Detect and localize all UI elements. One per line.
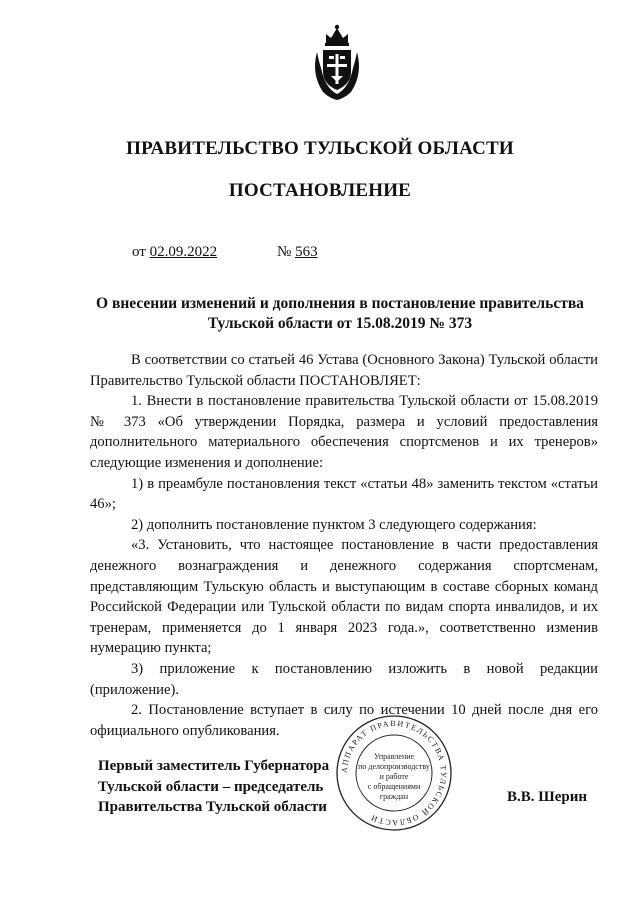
stamp-line: по делопроизводству [358,762,430,771]
document-body [90,350,598,741]
document-type-title: ПОСТАНОВЛЕНИЕ [228,180,412,201]
stamp-line: граждан [379,792,409,801]
signatory-name: В.В. Шерин [507,789,588,805]
document-number [277,244,318,261]
stamp-line: с обращениями [367,782,421,791]
stamp-ring-text: АППАРАТ ПРАВИТЕЛЬСТВА ТУЛЬСКОЙ ОБЛАСТИ [339,718,449,828]
signature-position-line: Тульской области – председатель [98,778,324,795]
paragraph: 2) дополнить постановление пунктом 3 следующего содержания: [131,516,537,533]
paragraph: 2. Постановление вступает в силу по истечении 10 дней после дня его официального опубликования. [90,702,598,739]
number-value: 563 [295,244,318,260]
document-subject: О внесении изменений и дополнения в постановление правительства Тульской области от 15.08.2019 № 373 [96,295,584,332]
stamp-line: и работе [379,772,409,781]
signature-position-line: Правительства Тульской области [98,799,327,815]
date-value: 02.09.2022 [149,244,218,260]
signature-position-line: Первый заместитель Губернатора [98,758,330,774]
date-prefix: от [132,244,150,260]
signature-block [98,756,329,818]
paragraph: В соответствии со статьей 46 Устава (Основного Закона) Тульской области Правительство Тульской области ПОСТАНОВЛЯЕТ: [90,352,598,389]
paragraph: 3) приложение к постановлению изложить в новой редакции (приложение). [90,660,598,698]
paragraph: 1) в преамбуле постановления текст «статьи 48» заменить текстом «статьи 46»; [90,475,598,513]
paragraph: «3. Установить, что настоящее постановление в части предоставления денежного вознаграждения и денежного содержания спортсменам, представляющим Тульскую область и выступающим в составе сборных команд Российской Федерации или Тульской области по видам спорта инвалидов, и их тренерам, применяется до 1 января 2023 года.», соответственно изменив нумерацию пункта; [90,537,598,657]
organization-title: ПРАВИТЕЛЬСТВО ТУЛЬСКОЙ ОБЛАСТИ [126,138,514,159]
tula-coat-of-arms-icon [309,22,365,104]
number-prefix: № [277,244,296,260]
paragraph: 1. Внести в постановление правительства Тульской области от 15.08.2019 № 373 «Об утверждении Порядка, размера и условий предоставления дополнительного материального обеспечения спортсменов и их тренеров» следующие изменения и дополнение: [90,393,598,471]
stamp-center-text [344,752,444,802]
document-date [132,244,217,261]
stamp-line: Управление [373,752,415,761]
